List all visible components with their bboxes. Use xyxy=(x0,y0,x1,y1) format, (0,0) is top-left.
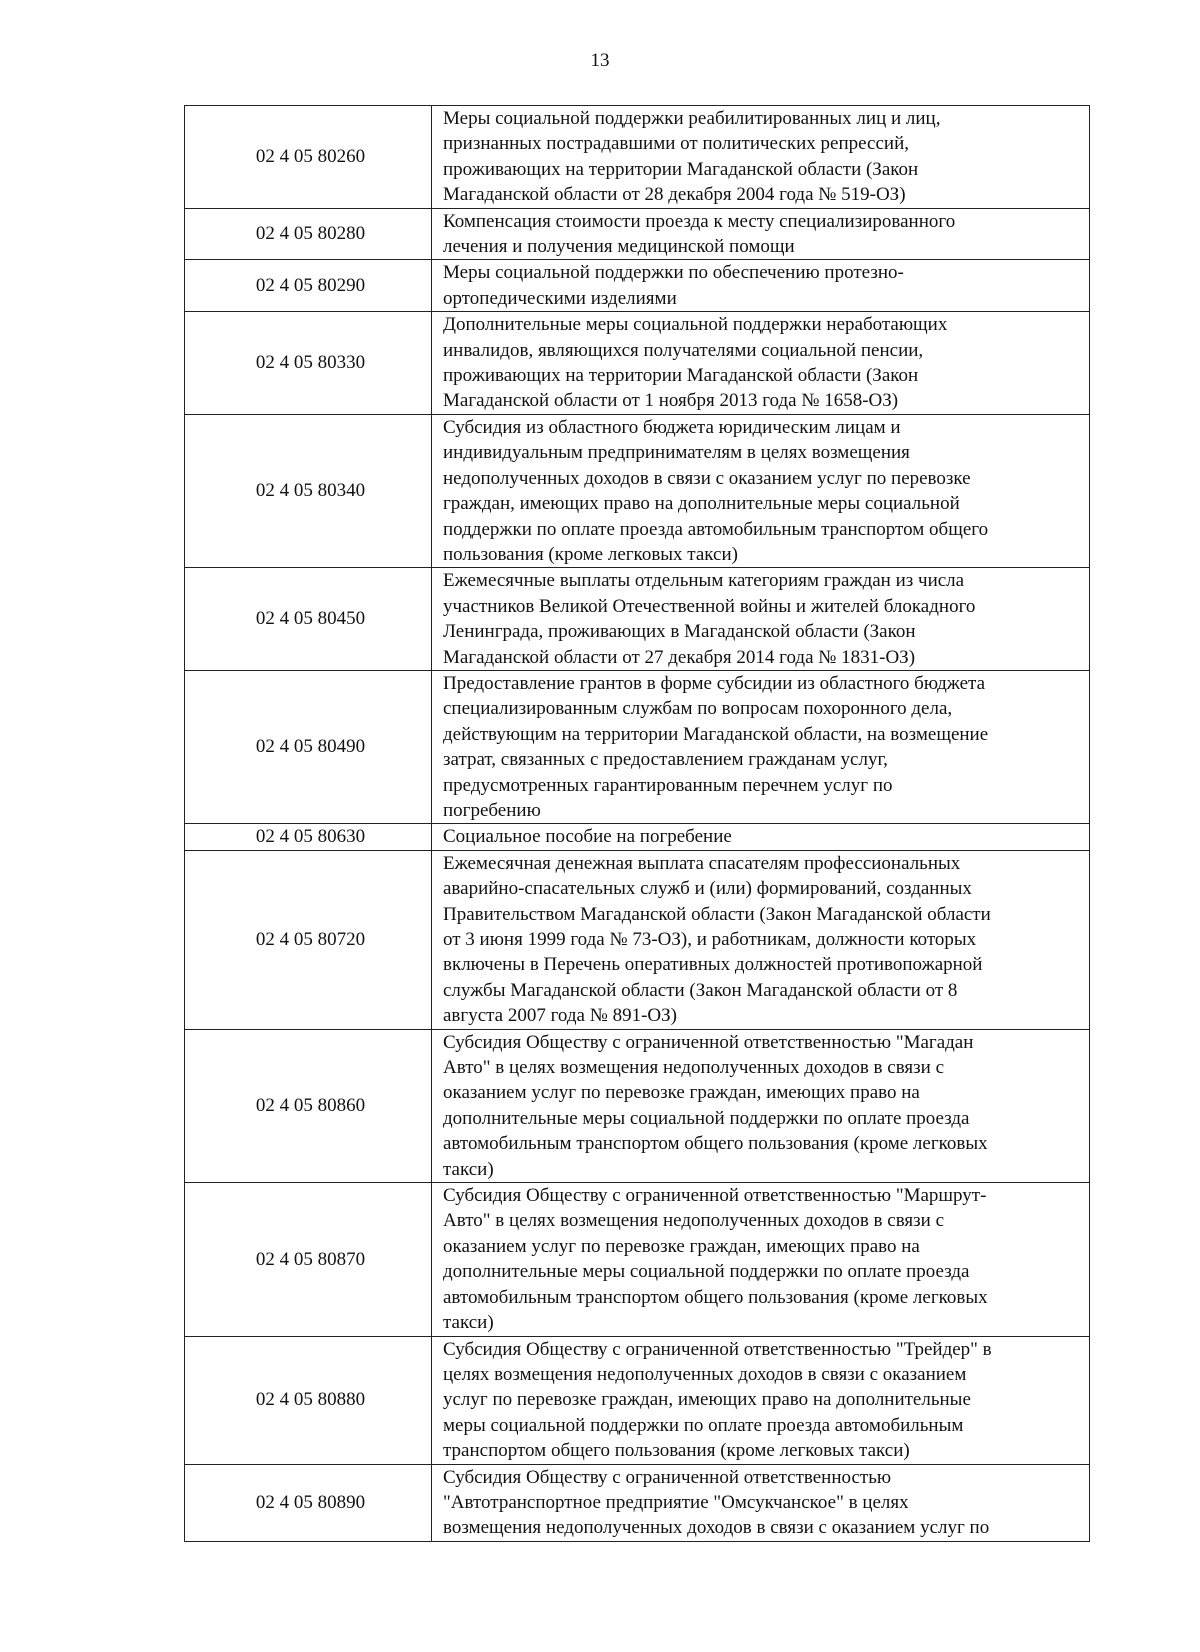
description-line: августа 2007 года № 891-ОЗ) xyxy=(443,1005,677,1027)
description-line: оказанием услуг по перевозке граждан, имеющих право на xyxy=(443,1235,920,1257)
table-row xyxy=(185,1183,1090,1336)
description-line: Меры социальной поддержки реабилитированных лиц и лиц, xyxy=(443,108,941,129)
description-line: признанных пострадавшими от политических репрессий, xyxy=(443,133,909,155)
budget-code-cell: 02 4 05 80720 xyxy=(185,850,432,1029)
description-line: Авто" в целях возмещения недополученных доходов в связи с xyxy=(443,1057,945,1079)
description-cell xyxy=(432,106,1090,209)
description-line: автомобильным транспортом общего пользования (кроме легковых xyxy=(443,1286,988,1308)
budget-code-cell: 02 4 05 80630 xyxy=(185,824,432,850)
description-line: ортопедическими изделиями xyxy=(443,287,677,309)
table-row xyxy=(185,312,1090,415)
description-line: Ежемесячная денежная выплата спасателям профессиональных xyxy=(443,852,961,874)
description-line: граждан, имеющих право на дополнительные меры социальной xyxy=(443,493,960,515)
description-line: проживающих на территории Магаданской области (Закон xyxy=(443,158,919,180)
description-line: возмещения недополученных доходов в связи с оказанием услуг по xyxy=(443,1517,990,1539)
budget-code-cell: 02 4 05 80260 xyxy=(185,106,432,209)
description-line: Правительством Магаданской области (Закон Магаданской области xyxy=(443,903,991,925)
description-line: Меры социальной поддержки по обеспечению протезно- xyxy=(443,262,904,284)
description-line: Дополнительные меры социальной поддержки неработающих xyxy=(443,314,948,336)
description-line: инвалидов, являющихся получателями социальной пенсии, xyxy=(443,339,924,361)
description-line: Магаданской области от 27 декабря 2014 года № 1831-ОЗ) xyxy=(443,646,916,668)
description-cell xyxy=(432,670,1090,823)
description-line: целях возмещения недополученных доходов в связи с оказанием xyxy=(443,1363,967,1385)
description-line: Субсидия Обществу с ограниченной ответственностью "Магадан xyxy=(443,1031,974,1053)
description-cell xyxy=(432,208,1090,260)
table-row xyxy=(185,414,1090,567)
description-line: недополученных доходов в связи с оказанием услуг по перевозке xyxy=(443,467,971,489)
page-number: 13 xyxy=(590,50,610,71)
description-line: предусмотренных гарантированным перечнем услуг по xyxy=(443,774,893,796)
description-line: услуг по перевозке граждан, имеющих право на дополнительные xyxy=(443,1389,971,1411)
description-line: индивидуальным предпринимателям в целях возмещения xyxy=(443,442,910,464)
budget-code-cell: 02 4 05 80450 xyxy=(185,568,432,671)
description-line: Магаданской области от 28 декабря 2004 года № 519-ОЗ) xyxy=(443,184,906,206)
description-line: Субсидия из областного бюджета юридическим лицам и xyxy=(443,416,901,438)
description-line: Ленинграда, проживающих в Магаданской области (Закон xyxy=(443,621,916,643)
description-line: транспортом общего пользования (кроме легковых такси) xyxy=(443,1440,910,1462)
description-line: действующим на территории Магаданской области, на возмещение xyxy=(443,723,989,745)
description-line: Ежемесячные выплаты отдельным категориям граждан из числа xyxy=(443,570,965,592)
table-row xyxy=(185,260,1090,312)
description-line: меры социальной поддержки по оплате проезда автомобильным xyxy=(443,1414,964,1436)
description-line: аварийно-спасательных служб и (или) формирований, созданных xyxy=(443,878,972,900)
description-line: лечения и получения медицинской помощи xyxy=(443,236,795,258)
description-line: Авто" в целях возмещения недополученных доходов в связи с xyxy=(443,1210,945,1232)
table-row xyxy=(185,568,1090,671)
description-line: дополнительные меры социальной поддержки по оплате проезда xyxy=(443,1261,970,1283)
description-line: "Автотранспортное предприятие "Омсукчанское" в целях xyxy=(443,1491,909,1513)
description-line: участников Великой Отечественной войны и жителей блокадного xyxy=(443,595,976,617)
description-line: Субсидия Обществу с ограниченной ответственностью "Трейдер" в xyxy=(443,1338,992,1360)
table-row xyxy=(185,670,1090,823)
description-line: проживающих на территории Магаданской области (Закон xyxy=(443,365,919,387)
budget-code-cell: 02 4 05 80340 xyxy=(185,414,432,567)
description-line: службы Магаданской области (Закон Магаданской области от 8 xyxy=(443,979,958,1001)
table-row xyxy=(185,850,1090,1029)
description-cell xyxy=(432,312,1090,415)
budget-code-cell: 02 4 05 80330 xyxy=(185,312,432,415)
description-line: включены в Перечень оперативных должностей противопожарной xyxy=(443,954,983,976)
budget-code-cell: 02 4 05 80290 xyxy=(185,260,432,312)
table-body xyxy=(185,106,1090,1542)
table-row xyxy=(185,1029,1090,1182)
budget-code-cell: 02 4 05 80880 xyxy=(185,1336,432,1464)
description-line: поддержки по оплате проезда автомобильным транспортом общего xyxy=(443,518,989,540)
description-line: от 3 июня 1999 года № 73-ОЗ), и работникам, должности которых xyxy=(443,929,977,950)
budget-code-cell: 02 4 05 80890 xyxy=(185,1464,432,1541)
description-cell xyxy=(432,260,1090,312)
description-line: такси) xyxy=(443,1158,494,1180)
budget-code-cell: 02 4 05 80490 xyxy=(185,670,432,823)
description-line: дополнительные меры социальной поддержки по оплате проезда xyxy=(443,1107,970,1129)
description-line: погребению xyxy=(443,799,541,821)
description-cell xyxy=(432,414,1090,567)
description-line: такси) xyxy=(443,1312,494,1334)
description-line: автомобильным транспортом общего пользования (кроме легковых xyxy=(443,1133,988,1155)
description-cell xyxy=(432,1029,1090,1182)
description-line: Субсидия Обществу с ограниченной ответственностью "Маршрут- xyxy=(443,1185,987,1207)
description-line: Социальное пособие на погребение xyxy=(443,826,732,848)
description-cell xyxy=(432,850,1090,1029)
description-cell xyxy=(432,824,1090,850)
budget-code-cell: 02 4 05 80870 xyxy=(185,1183,432,1336)
table-row xyxy=(185,1336,1090,1464)
description-line: пользования (кроме легковых такси) xyxy=(443,543,738,565)
description-line: Субсидия Обществу с ограниченной ответственностью xyxy=(443,1466,892,1488)
description-cell xyxy=(432,1336,1090,1464)
description-cell xyxy=(432,1183,1090,1336)
description-cell xyxy=(432,568,1090,671)
table-row xyxy=(185,824,1090,850)
budget-code-cell: 02 4 05 80860 xyxy=(185,1029,432,1182)
table-row xyxy=(185,208,1090,260)
table-row xyxy=(185,1464,1090,1541)
description-line: специализированным службам по вопросам похоронного дела, xyxy=(443,698,953,720)
budget-code-cell: 02 4 05 80280 xyxy=(185,208,432,260)
description-cell xyxy=(432,1464,1090,1541)
table-row xyxy=(185,106,1090,209)
description-line: Компенсация стоимости проезда к месту специализированного xyxy=(443,210,956,232)
budget-table xyxy=(184,105,1090,1542)
description-line: Магаданской области от 1 ноября 2013 года № 1658-ОЗ) xyxy=(443,390,899,412)
description-line: оказанием услуг по перевозке граждан, имеющих право на xyxy=(443,1082,920,1104)
description-line: Предоставление грантов в форме субсидии из областного бюджета xyxy=(443,672,986,694)
description-line: затрат, связанных с предоставлением гражданам услуг, xyxy=(443,749,888,771)
